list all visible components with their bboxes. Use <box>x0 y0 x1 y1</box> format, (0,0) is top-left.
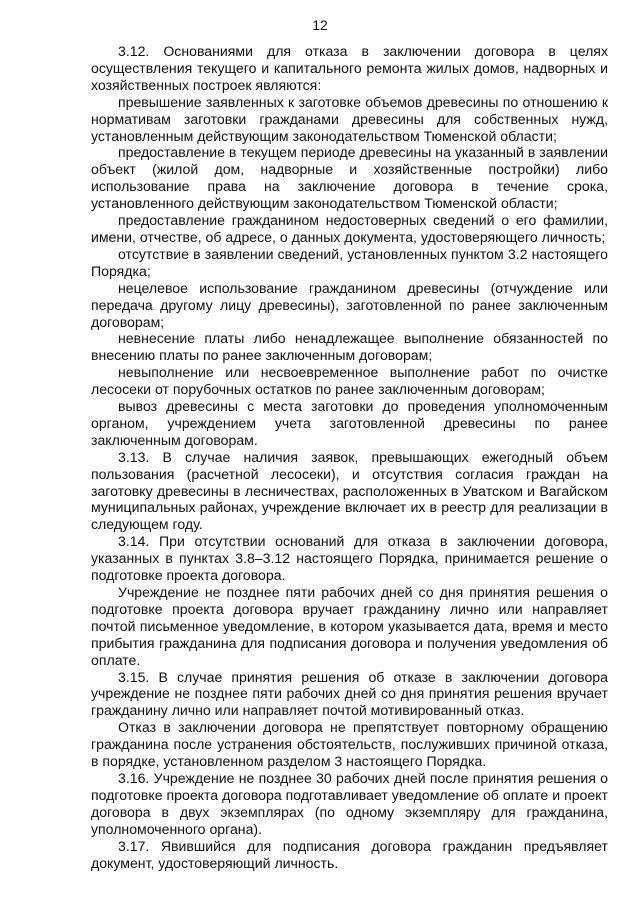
paragraph-missing-info: отсутствие в заявлении сведений, установленных пунктом 3.2 настоящего Порядка; <box>91 245 608 279</box>
paragraph-misuse: нецелевое использование гражданином древесины (отчуждение или передача другому лицу древесины), заготовленной по ранее заключенным договорам; <box>91 279 608 330</box>
paragraph-3-13: 3.13. В случае наличия заявок, превышающих ежегодный объем пользования (расчетной лесосеки), и отсутствия согласия граждан на заготовку древесины в лесничествах, расположенных в Уватском и Вагайском муниципальных районах, учреждение включает их в реестр для реализации в следующем году. <box>91 448 608 533</box>
paragraph-3-16: 3.16. Учреждение не позднее 30 рабочих дней после принятия решения о подготовке проекта договора подготавливает уведомление об оплате и проект договора в двух экземплярах (по одному экземпляру для гражданина, уполномоченного органа). <box>91 769 608 837</box>
paragraph-false-data: предоставление гражданином недостоверных сведений о его фамилии, имени, отчестве, об адресе, о данных документа, удостоверяющего личность; <box>91 212 608 245</box>
paragraph-early-removal: вывоз древесины с места заготовки до проведения уполномоченным органом, учреждением учета заготовленной древесины по ранее заключенным договорам. <box>91 398 608 448</box>
paragraph-volume-excess: превышение заявленных к заготовке объемов древесины по отношению к нормативам заготовки гражданами древесины для собственных нужд, установленным действующим законодательством Тюменской области; <box>91 93 608 144</box>
page-number: 12 <box>312 17 328 33</box>
paragraph-non-payment: невнесение платы либо ненадлежащее выполнение обязанностей по внесению платы по ранее заключенным договорам; <box>91 330 608 364</box>
paragraph-already-provided: предоставление в текущем периоде древесины на указанный в заявлении объект (жилой дом, надворные и хозяйственные постройки) либо использование права на заключение договора в течение срока, установленного действующим законодательством Тюменской области; <box>91 144 608 212</box>
paragraph-reapplication: Отказ в заключении договора не препятствует повторному обращению гражданина после устранения обстоятельств, послуживших причиной отказа, в порядке, установленном разделом 3 настоящего Порядка. <box>91 719 608 770</box>
paragraph-notification: Учреждение не позднее пяти рабочих дней со дня принятия решения о подготовке проекта договора вручает гражданину лично или направляет почтой письменное уведомление, в котором указывается дата, время и место прибытия гражданина для подписания договора и получения уведомления об оплате. <box>91 584 608 668</box>
paragraph-3-15: 3.15. В случае принятия решения об отказе в заключении договора учреждение не позднее пяти рабочих дней со дня принятия решения вручает гражданину лично или направляет почтой мотивированный отказ. <box>91 668 608 719</box>
paragraph-3-12: 3.12. Основаниями для отказа в заключении договора в целях осуществления текущего и капитального ремонта жилых домов, надворных и хозяйственных построек являются: <box>91 43 608 93</box>
paragraph-3-17: 3.17. Явившийся для подписания договора гражданин предъявляет документ, удостоверяющий личность. <box>91 837 608 871</box>
paragraph-no-cleanup: невыполнение или несвоевременное выполнение работ по очистке лесосеки от порубочных остатков по ранее заключенным договорам; <box>91 364 608 398</box>
paragraph-3-14: 3.14. При отсутствии оснований для отказа в заключении договора, указанных в пунктах 3.8–3.12 настоящего Порядка, принимается решение о подготовке проекта договора. <box>91 533 608 584</box>
document-body <box>91 43 608 871</box>
